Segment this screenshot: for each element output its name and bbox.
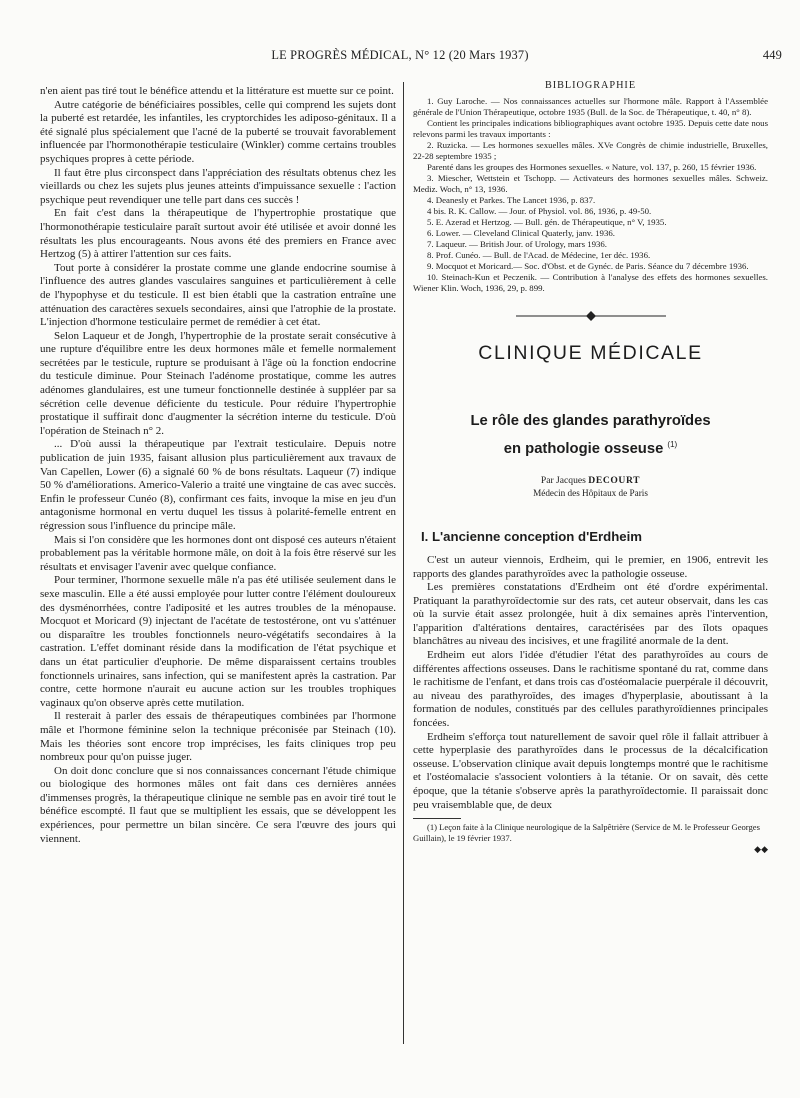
body-paragraph: n'en aient pas tiré tout le bénéfice attendu et la littérature est muette sur ce point.: [40, 85, 394, 97]
byline: [413, 475, 768, 487]
column-divider: [403, 82, 404, 1044]
article-paragraph: Les premières constatations d'Erdheim ont été d'ordre expérimental. Pratiquant la parathyroïdectomie sur des rats, cet auteur observait, dans les cas où la survie était assez prolongée, huit à dix semaines après l'intervention, l'apparition d'altérations dentaires, caractérisées par des îlots opaques blanchâtres au niveau des incisives, et une fragilité anormale de la dent.: [413, 581, 768, 648]
bibliography-entry: 8. Prof. Cunéo. — Bull. de l'Acad. de Médecine, 1er déc. 1936.: [427, 250, 651, 260]
bibliography-entry: Parenté dans les groupes des Hormones sexuelles. « Nature, vol. 137, p. 260, 15 février 1936.: [427, 162, 757, 172]
bibliography-entry: 10. Steinach-Kun et Peczenik. — Contribution à l'analyse des effets des hormones sexuelles. Wiener Klin. Woch, 1936, 29, p. 899.: [413, 272, 768, 293]
ornament-divider-icon: [516, 310, 666, 322]
bibliography-entry: 4 bis. R. K. Callow. — Jour. of Physiol. vol. 86, 1936, p. 49-50.: [427, 206, 652, 216]
body-paragraph: Autre catégorie de bénéficiaires possibles, celle qui comprend les sujets dont la puberté est retardée, les infantiles, les cryptorchides les adiposo-génitaux. Il a été signalé plus spécialement que l'acné de la puberté se trouvait favorablement influencée par l'hormonothérapie testiculaire (Winkler) comme certains troubles psychiques propres à cette période.: [40, 98, 396, 165]
byline-prefix: Par Jacques: [540, 474, 586, 486]
body-paragraph: Pour terminer, l'hormone sexuelle mâle n'a pas été utilisée seulement dans le sexe masculin. Elle a été aussi employée pour lutter contre l'élément douloureux des dysménorrhées, contre l'adiposité et les autres troubles de la ménopause. Mocquot et Moricard (9) injectant de l'acétate de testostérone, ont vu s'atténuer ou disparaître les troubles fonctionnels neuro-végétatifs secondaires à la castration. L'effet dominant réside dans la modification de l'état psychique et dans un état particulier d'euphorie. De même disparaissent certains troubles fonctionnels urinaires, sans infection, qui se manifestent après la castration. Par contre, cette hormone n'aurait eu aucune action sur les troubles trophiques vaginaux qu'on observe après cette mutilation.: [40, 574, 396, 709]
body-paragraph: Il faut être plus circonspect dans l'appréciation des résultats obtenus chez les vieillards ou chez les sujets plus jeunes atteints d'impuissance sexuelle : l'action psychique peut revendiquer une telle part dans ces succès !: [40, 166, 396, 206]
bibliography-entry: 2. Ruzicka. — Les hormones sexuelles mâles. XVe Congrès de chimie industrielle, Bruxelles, 22-28 septembre 1935 ;: [413, 140, 768, 161]
body-paragraph: ... D'où aussi la thérapeutique par l'extrait testiculaire. Depuis notre publication de juin 1935, faisant allusion plus particulièrement aux travaux de Van Capellen, Lower (6) a signalé 60 % de bons résultats. Laqueur (7) indique 50 % d'améliorations. Americo-Valerio a traité une vingtaine de cas avec succès. Enfin le professeur Cunéo (8), confirmant ces faits, invoque la mise en jeu d'un antagonisme hormonal en vertu duquel les tissus à polarité-femelle entrent en régression sous l'influence du principe mâle.: [40, 438, 396, 532]
article-paragraph: C'est un auteur viennois, Erdheim, qui le premier, en 1906, entrevit les rapports des glandes parathyroïdes avec la pathologie osseuse.: [413, 553, 768, 580]
author-affiliation: Médecin des Hôpitaux de Paris: [533, 487, 648, 498]
section-subheading: I. L'ancienne conception d'Erdheim: [421, 528, 642, 544]
bibliography-entry: Contient les principales indications bibliographiques avant octobre 1935. Depuis cette date nous relevons parmi les travaux importants :: [413, 118, 768, 139]
fleuron-icon: ◆◆: [754, 844, 768, 855]
author-name: DECOURT: [588, 474, 641, 486]
section-title: CLINIQUE MÉDICALE: [478, 342, 703, 364]
body-paragraph: Tout porte à considérer la prostate comme une glande endocrine soumise à l'influence des autres glandes vasculaires sanguines et particulièrement à celle de l'hypophyse et du testicule. Il est bien établi que la castration entraîne une atténuation des caractères sexuels secondaires, ainsi que l'atrophie de la prostate. L'injection d'hormone testiculaire permet de remédier à cet état.: [40, 261, 396, 329]
left-column: [40, 85, 396, 846]
bibliography-entry: 1. Guy Laroche. — Nos connaissances actuelles sur l'hormone mâle. Rapport à l'Assemblée générale de l'Union Thérapeutique, octobre 1935 (Bull. de la Soc. de Thérapeutique, t. 40, n° 8).: [413, 96, 768, 117]
body-paragraph: Il resterait à parler des essais de thérapeutiques combinées par l'hormone mâle et l'hormone féminine selon la technique préconisée par Steinach (10). Mais les théories sont encore trop imprécises, les faits cliniques trop peu nombreux pour qu'on puisse juger.: [40, 710, 396, 764]
article-paragraph: Erdheim eut alors l'idée d'étudier l'état des parathyroïdes au cours de différentes affections osseuses. Dans le rachitisme spontané du rat, comme dans le rachitisme de l'enfant, et dans trois cas d'ostéomalacie puerpérale il découvrit, au niveau des parathyroïdes, des images d'hyperplasie, aboutissant à la formation de nodules, constitués par des cellules parathyroïdiennes principales foncées.: [413, 649, 768, 730]
body-paragraph: En fait c'est dans la thérapeutique de l'hypertrophie prostatique que l'hormonothérapie testiculaire paraît surtout avoir été utilisée et avoir donné les résultats les plus encourageants. Nous avons été des premiers en France avec Hertzog (5) à attirer l'attention sur ces faits.: [40, 207, 396, 261]
article-title-line2: en pathologie osseuse: [503, 440, 664, 457]
bibliography: [413, 80, 768, 294]
body-paragraph: Mais si l'on considère que les hormones dont ont disposé ces auteurs n'étaient probablement pas la véritable hormone mâle, on doit à la fois être réservé sur les résultats et envisager l'avenir avec quelque confiance.: [40, 533, 396, 573]
body-paragraph: On doit donc conclure que si nos connaissances concernant l'étude chimique ou biologique des hormones mâles ont fait dans ces dernières années d'immenses progrès, la thérapeutique clinique ne semble pas en avoir tiré tout le bénéfice escompté. Il faut que se multiplient les essais, que se développent les expériences, pour permettre un bilan sincère. Ce sera l'œuvre des jours qui viennent.: [40, 764, 396, 845]
body-paragraph: Selon Laqueur et de Jongh, l'hypertrophie de la prostate serait consécutive à une rupture d'équilibre entre les deux hormones mâle et femelle normalement secrétées par le testicule, rupture se produisant à l'âge où la fonction endocrine du testicule diminue. Pour Steinach l'adénome prostatique, comme les autres adénomes glandulaires, est une tumeur fonctionnelle destinée à suppléer par sa sécrétion celle devenue déficiente du testicule. Pour réduire l'hypertrophie prostatique il suffirait donc d'augmenter la sécrétion interne du testicule. D'où l'opération de Steinach n° 2.: [40, 329, 396, 437]
bibliography-entry: 5. E. Azerad et Hertzog. — Bull. gén. de Thérapeutique, n° V, 1935.: [427, 217, 667, 227]
article-title-line2-wrap: [413, 433, 768, 461]
running-header: [18, 48, 782, 64]
right-column: [413, 80, 768, 855]
running-title: LE PROGRÈS MÉDICAL, N° 12 (20 Mars 1937): [271, 48, 529, 62]
bibliography-title: BIBLIOGRAPHIE: [544, 80, 637, 91]
bibliography-entry: 6. Lower. — Cleveland Clinical Quaterly, janv. 1936.: [427, 228, 615, 238]
footnote-rule: [413, 818, 461, 819]
page-number: 449: [762, 48, 782, 62]
bibliography-entry: 4. Deanesly et Parkes. The Lancet 1936, p. 837.: [427, 195, 596, 205]
bibliography-entry: 3. Miescher, Wettstein et Tschopp. — Activateurs des hormones sexuelles mâles. Schweiz. Mediz. Woch, n° 13, 1936.: [413, 173, 768, 194]
bibliography-entry: 7. Laqueur. — British Jour. of Urology, mars 1936.: [427, 239, 607, 249]
bibliography-entry: 9. Mocquot et Moricard.— Soc. d'Obst. et de Gynéc. de Paris. Séance du 7 décembre 1936.: [427, 261, 749, 271]
article-title-line1: Le rôle des glandes parathyroïdes: [470, 413, 711, 429]
footnote-marker: (1): [667, 440, 678, 449]
footnote: (1) Leçon faite à la Clinique neurologique de la Salpêtrière (Service de M. le Professeur Georges Guillain), le 19 février 1937.: [413, 822, 760, 843]
article-paragraph: Erdheim s'efforça tout naturellement de savoir quel rôle il fallait attribuer à cette hyperplasie des parathyroïdes dans le processus de la décalcification osseuse. L'observation clinique avait depuis longtemps montré que le rachitisme et l'ostéomalacie s'associent volontiers à la tétanie. Or on savait, dès cette époque, que la tétanie s'observe après la parathyroïdectomie. Il paraissait donc peu vraisemblable que, de deux: [413, 730, 768, 811]
